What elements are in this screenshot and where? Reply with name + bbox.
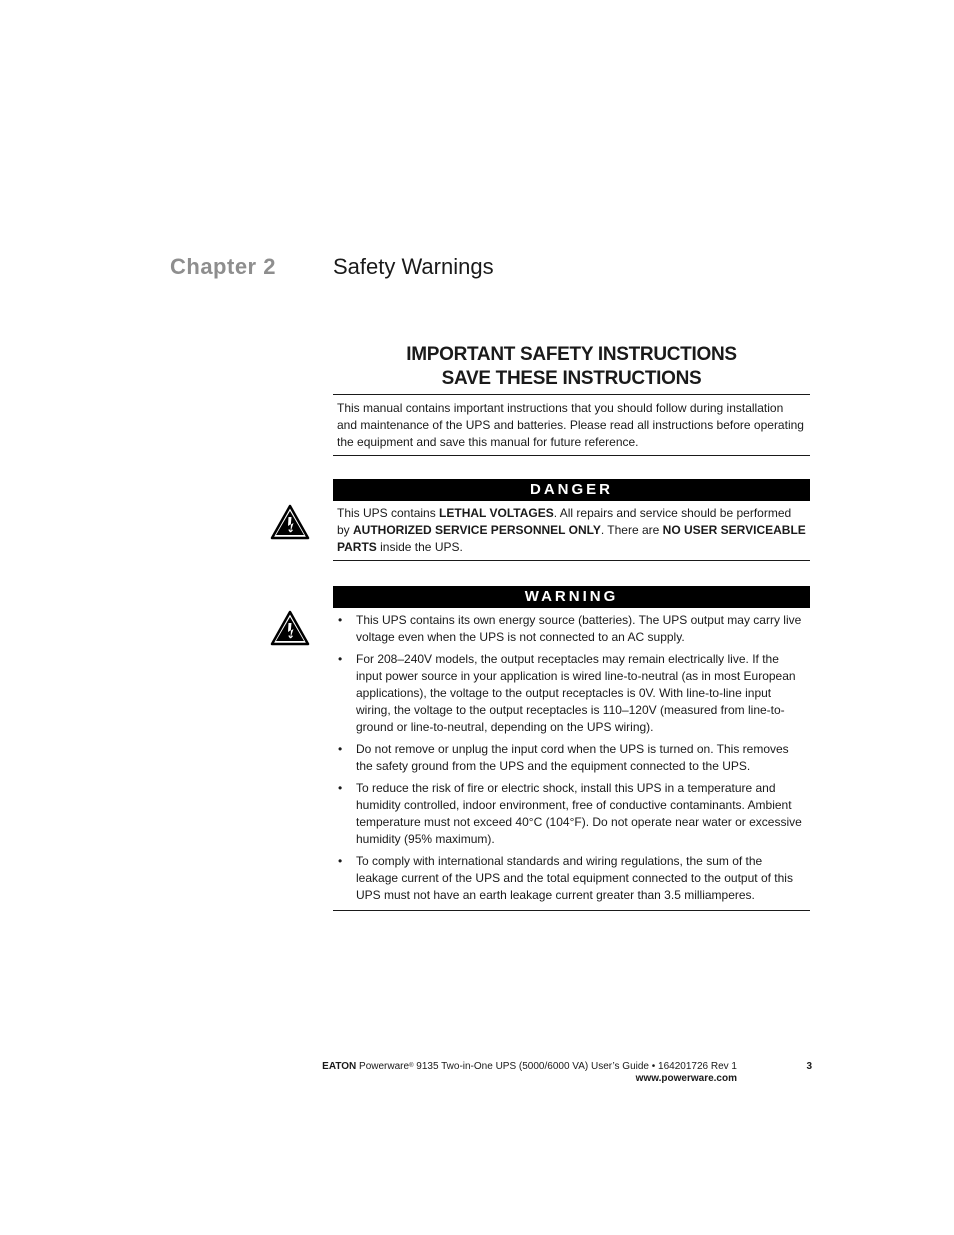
- danger-text-part: inside the UPS.: [376, 540, 463, 554]
- danger-text-part: . There are: [600, 523, 663, 537]
- important-heading-line2: SAVE THESE INSTRUCTIONS: [441, 368, 702, 389]
- warning-list: [333, 612, 810, 911]
- list-item: • For 208–240V models, the output receptacles may remain electrically live. If the input power source in your application is wired line-to-neutral (as in most European applications), the voltage to the output receptacles is 0V. With line-to-line input wiring, the voltage to the output receptacles is 110–120V (measured from line-to-ground or line-to-neutral, depending on the UPS wiring).: [333, 651, 806, 736]
- high-voltage-icon: [270, 504, 310, 540]
- authorized-personnel-text: AUTHORIZED SERVICE PERSONNEL ONLY: [353, 523, 601, 537]
- no-user-parts-text: NO USER SERVICEABLE PARTS: [337, 523, 806, 554]
- lethal-voltages-text: LETHAL VOLTAGES: [439, 506, 554, 520]
- footer-url[interactable]: www.powerware.com: [635, 1073, 737, 1084]
- danger-text-part: This UPS contains: [337, 506, 440, 520]
- footer-citation: [0, 1061, 737, 1073]
- page-number: 3: [806, 1061, 812, 1072]
- list-item: • To reduce the risk of fire or electric shock, install this UPS in a temperature and humidity controlled, indoor environment, free of conductive contaminants. Ambient temperature must not exceed 40°C (104°F). Do not operate near water or excessive humidity (95% maximum).: [333, 780, 806, 848]
- list-item: • Do not remove or unplug the input cord when the UPS is turned on. This removes the safety ground from the UPS and the equipment connected to the UPS.: [333, 741, 806, 775]
- warning-banner: WARNING: [333, 586, 810, 608]
- chapter-number: Chapter 2: [170, 254, 276, 279]
- page-footer: [0, 1061, 737, 1085]
- important-heading-line1: IMPORTANT SAFETY INSTRUCTIONS: [406, 344, 737, 365]
- important-heading: [333, 343, 810, 391]
- footer-guide-title: 9135 Two-in-One UPS (5000/6000 VA) User’s Guide • 164201726 Rev 1: [413, 1061, 737, 1072]
- danger-text: [333, 505, 810, 561]
- intro-paragraph: This manual contains important instructions that you should follow during installation and maintenance of the UPS and batteries. Please read all instructions before operating the equipment and save this manual for future reference.: [333, 394, 810, 456]
- list-item: • To comply with international standards and wiring regulations, the sum of the leakage current of the UPS and the total equipment connected to the output of this UPS must not have an earth leakage current greater than 3.5 milliamperes.: [333, 853, 806, 904]
- footer-product: Powerware: [356, 1061, 410, 1072]
- registered-mark: ®: [409, 1063, 414, 1069]
- list-item: • This UPS contains its own energy source (batteries). The UPS output may carry live voltage even when the UPS is not connected to an AC supply.: [333, 612, 806, 646]
- danger-text-part: . All repairs and service should be performed by: [337, 506, 792, 537]
- danger-banner: DANGER: [333, 479, 810, 501]
- footer-brand: EATON: [322, 1061, 357, 1072]
- high-voltage-icon: [270, 610, 310, 646]
- chapter-title: Safety Warnings: [333, 254, 494, 279]
